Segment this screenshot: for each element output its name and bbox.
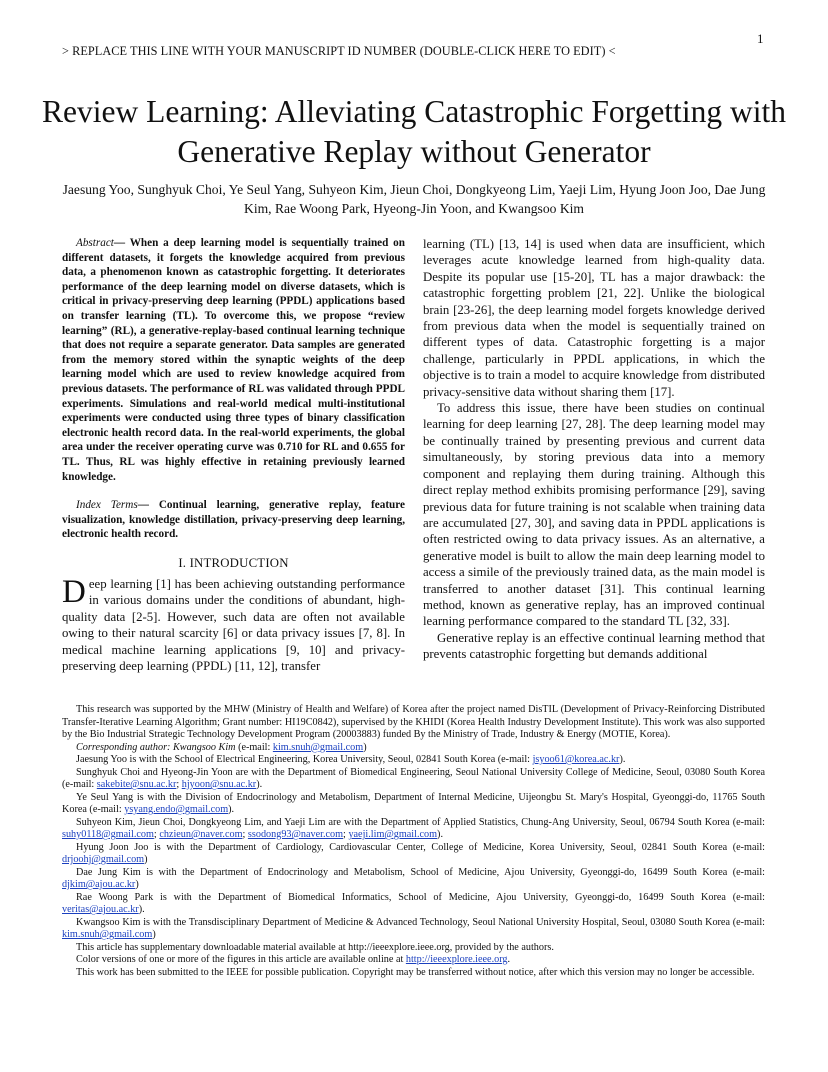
text-fragment: . bbox=[507, 954, 511, 965]
intro-paragraph-1 bbox=[62, 573, 405, 674]
index-terms-label: Index Terms bbox=[76, 499, 138, 512]
text-fragment: ). bbox=[228, 804, 235, 815]
email-link[interactable]: veritas@ajou.ac.kr bbox=[62, 904, 139, 915]
footnote-affiliation-yoo bbox=[62, 754, 765, 767]
intro-paragraph-3: Generative replay is an effective continual learning method that prevents catastrophic forgetting but demands additional bbox=[423, 630, 765, 662]
index-terms-text: Continual learning, generative replay, feature visualization, knowledge distillation, privacy-preserving deep learning, electronic health record. bbox=[62, 499, 405, 541]
email-link[interactable]: djkim@ajou.ac.kr bbox=[62, 879, 136, 890]
affiliation-text: Jaesung Yoo is with the School of Electrical Engineering, Korea University, Seoul, 02841 South Korea (e-mail: bbox=[76, 754, 533, 765]
text-fragment: Color versions of one or more of the figures in this article are available online at bbox=[76, 954, 406, 965]
footnote-affiliation-kkim bbox=[62, 917, 765, 942]
email-link[interactable]: suhy0118@gmail.com bbox=[62, 829, 154, 840]
intro-paragraph-1-left-text: eep learning [1] has been achieving outstanding performance in various domains under the conditions of abundant, high-quality data [2-5]. However, such data are often not available owing to their natural scarcity [6] or data privacy issues [7, 8]. In medical machine learning applications [9, 10] and privacy-preserving deep learning (PPDL) [11, 12], transfer bbox=[62, 576, 405, 673]
index-terms-dash: — bbox=[137, 499, 159, 512]
abstract bbox=[62, 236, 405, 484]
email-link[interactable]: ssodong93@naver.com bbox=[247, 829, 344, 840]
index-terms bbox=[62, 498, 405, 542]
footnote-affiliation-kim-choi-lim bbox=[62, 817, 765, 842]
email-link[interactable]: chzieun@naver.com bbox=[159, 829, 243, 840]
email-link[interactable]: hjyoon@snu.ac.kr bbox=[181, 779, 257, 790]
footnote-affiliation-choi-yoon bbox=[62, 767, 765, 792]
text-fragment: (e-mail: bbox=[732, 916, 765, 928]
footnotes bbox=[62, 704, 765, 979]
corresponding-author-label: Corresponding author: Kwangsoo Kim bbox=[76, 741, 236, 753]
drop-cap: D bbox=[62, 573, 86, 610]
footnote-corresponding-author bbox=[62, 742, 765, 755]
ieee-link[interactable]: http://ieeexplore.ieee.org bbox=[405, 954, 508, 965]
abstract-text: When a deep learning model is sequentially trained on different datasets, it forgets the knowledge acquired from previous data, a phenomenon known as catastrophic forgetting. It deteriorates performance of the deep learning model on diverse datasets, which is critical in privacy-preserving deep learning (PPDL) applications based on transfer learning (TL). To overcome this, we propose “review learning” (RL), a generative-replay-based continual learning technique that does not require a separate generator. Data samples are generated from the memory stored within the synaptic weights of the deep learning model which are used to review knowledge acquired from previous datasets. The performance of RL was validated through PPDL experiments. Simulations and real-world medical multi-institutional experiments were conducted using three types of binary classification electronic health record data. In the real-world experiments, the global area under the receiver operating curve was 0.710 for RL and 0.655 for TL. Thus, RL was highly effective in retaining previously learned knowledge. bbox=[62, 237, 405, 483]
footnote-affiliation-dkim bbox=[62, 867, 765, 892]
affiliation-text: Ye Seul Yang is with the Division of Endocrinology and Metabolism, Department of Internal Medicine, Uijeongbu St. Mary's Hospital, Gyeonggi-do, 11765 South Korea (e-mail: bbox=[62, 791, 765, 815]
email-link[interactable]: yaeji.lim@gmail.com bbox=[348, 829, 438, 840]
text-fragment: ) bbox=[363, 741, 367, 753]
footnote-affiliation-joo bbox=[62, 842, 765, 867]
page-number: 1 bbox=[757, 31, 764, 46]
manuscript-id-header: > REPLACE THIS LINE WITH YOUR MANUSCRIPT ID NUMBER (DOUBLE-CLICK HERE TO EDIT) < bbox=[62, 44, 616, 58]
email-link[interactable]: kim.snuh@gmail.com bbox=[272, 741, 364, 753]
affiliation-text: Kwangsoo Kim is with the Transdisciplinary Department of Medicine & Advanced Technology, Seoul National University Hospital, Seoul, 03080 South Korea bbox=[76, 916, 733, 928]
email-link[interactable]: sakebite@snu.ac.kr bbox=[96, 779, 177, 790]
text-fragment: ; bbox=[242, 829, 248, 840]
paper-title: Review Learning: Alleviating Catastrophic Forgetting with Generative Replay without Generator bbox=[42, 94, 786, 169]
text-fragment: ). bbox=[256, 779, 263, 790]
text-fragment: ). bbox=[437, 829, 443, 840]
email-link[interactable]: kim.snuh@gmail.com bbox=[62, 929, 153, 940]
footnote-affiliation-park bbox=[62, 892, 765, 917]
affiliation-text: Suhyeon Kim, Jieun Choi, Dongkyeong Lim, and Yaeji Lim are with the Department of Applied Statistics, Chung-Ang University, Seoul, 06794 South Korea (e-mail: bbox=[76, 816, 765, 828]
text-fragment: ; bbox=[343, 829, 349, 840]
text-fragment: ) bbox=[152, 929, 156, 940]
intro-paragraph-2: To address this issue, there have been studies on continual learning for deep learning [27, 28]. The deep learning model may be continually trained by presenting previous and current data simultaneously, by storing previous data into a memory component and replaying them during training. Although this direct replay method exhibits promising performance [29], saving previous data for future training is not scalable when training data are accumulated [27, 30], and saving data in PPDL applications is often restricted owing to data privacy issues. As an alternative, a generative model is built to allow the main deep learning model to access a simile of the previously trained data, as the main model is transferred to another dataset [31]. This continual learning method, known as generative replay, has an improved continual learning performance compared to the standard TL [32, 33]. bbox=[423, 401, 765, 629]
affiliation-text: Sunghyuk Choi and Hyeong-Jin Yoon are with the Department of Biomedical Engineering, Seoul National University College of Medicine, Seoul, 03080 South Korea (e-mail: bbox=[62, 766, 765, 790]
abstract-label: Abstract bbox=[76, 237, 114, 249]
text-fragment: (e-mail: bbox=[235, 741, 273, 753]
right-column bbox=[423, 236, 765, 663]
affiliation-text: Hyung Joon Joo is with the Department of Cardiology, Cardiovascular Center, College of Medicine, Korea University, Seoul, 02841 South Korea (e-mail: bbox=[76, 841, 765, 853]
text-fragment: ) bbox=[135, 879, 139, 890]
text-fragment: ). bbox=[138, 904, 145, 915]
author-list: Jaesung Yoo, Sunghyuk Choi, Ye Seul Yang, Suhyeon Kim, Jieun Choi, Dongkyeong Lim, Yaeji Lim, Hyung Joon Joo, Dae Jung Kim, Rae Woong Park, Hyeong-Jin Yoon, and Kwangsoo Kim bbox=[62, 182, 766, 216]
affiliation-text: Dae Jung Kim is with the Department of Endocrinology and Metabolism, School of Medicine, Ajou University, Gyeonggi-do, 16499 South Korea (e-mail: bbox=[76, 866, 765, 878]
footnote-submission-notice: This work has been submitted to the IEEE for possible publication. Copyright may be transferred without notice, after which this version may no longer be accessible. bbox=[76, 966, 755, 978]
text-fragment: ) bbox=[144, 854, 148, 865]
abstract-dash: — bbox=[113, 237, 130, 249]
text-fragment: ; bbox=[153, 829, 160, 840]
footnote-funding: This research was supported by the MHW (Ministry of Health and Welfare) of Korea after the project named DisTIL (Development of Privacy-Reinforcing Distributed Transfer-Iterative Learning Algorithm; Grant number: HI19C0842), supervised by the KHIDI (Korea Health Industry Development Institute). This work was also supported by the Bio Industrial Strategic Technology Development Program (20003883) funded By the Ministry of Trade, Industry & Energy (MOTIE, Korea). bbox=[62, 704, 765, 740]
email-link[interactable]: jsyoo61@korea.ac.kr bbox=[532, 754, 620, 765]
footnote-supplementary: This article has supplementary downloadable material available at http://ieeexplore.ieee.org, provided by the authors. bbox=[76, 941, 554, 953]
section-heading-introduction: I. INTRODUCTION bbox=[178, 555, 289, 570]
affiliation-text: Rae Woong Park is with the Department of Biomedical Informatics, School of Medicine, Ajou University, Gyeonggi-do, 16499 South Korea (e-mail: bbox=[76, 891, 765, 903]
email-link[interactable]: drjoohj@gmail.com bbox=[62, 854, 145, 865]
text-fragment: ). bbox=[619, 754, 626, 765]
footnote-affiliation-yang bbox=[62, 792, 765, 817]
intro-paragraph-1-continued: learning (TL) [13, 14] is used when data are insufficient, which leverages acute knowledge learned from high-quality data. Despite its popular use [15-20], TL has a major drawback: the catastrophic forgetting problem [21, 22]. Unlike the biological brain [23-26], the deep learning model forgets knowledge derived from previous data when the model is sequentially trained on different types of data. Catastrophic forgetting is a major challenge, particularly in PPDL applications, in which the objective is to train a model to acquire knowledge from distributed privacy-sensitive data without sharing them [17]. bbox=[423, 237, 765, 399]
left-column bbox=[62, 236, 405, 674]
footnote-color-versions bbox=[62, 954, 765, 967]
text-fragment: ; bbox=[176, 779, 182, 790]
email-link[interactable]: ysyang.endo@gmail.com bbox=[124, 804, 229, 815]
